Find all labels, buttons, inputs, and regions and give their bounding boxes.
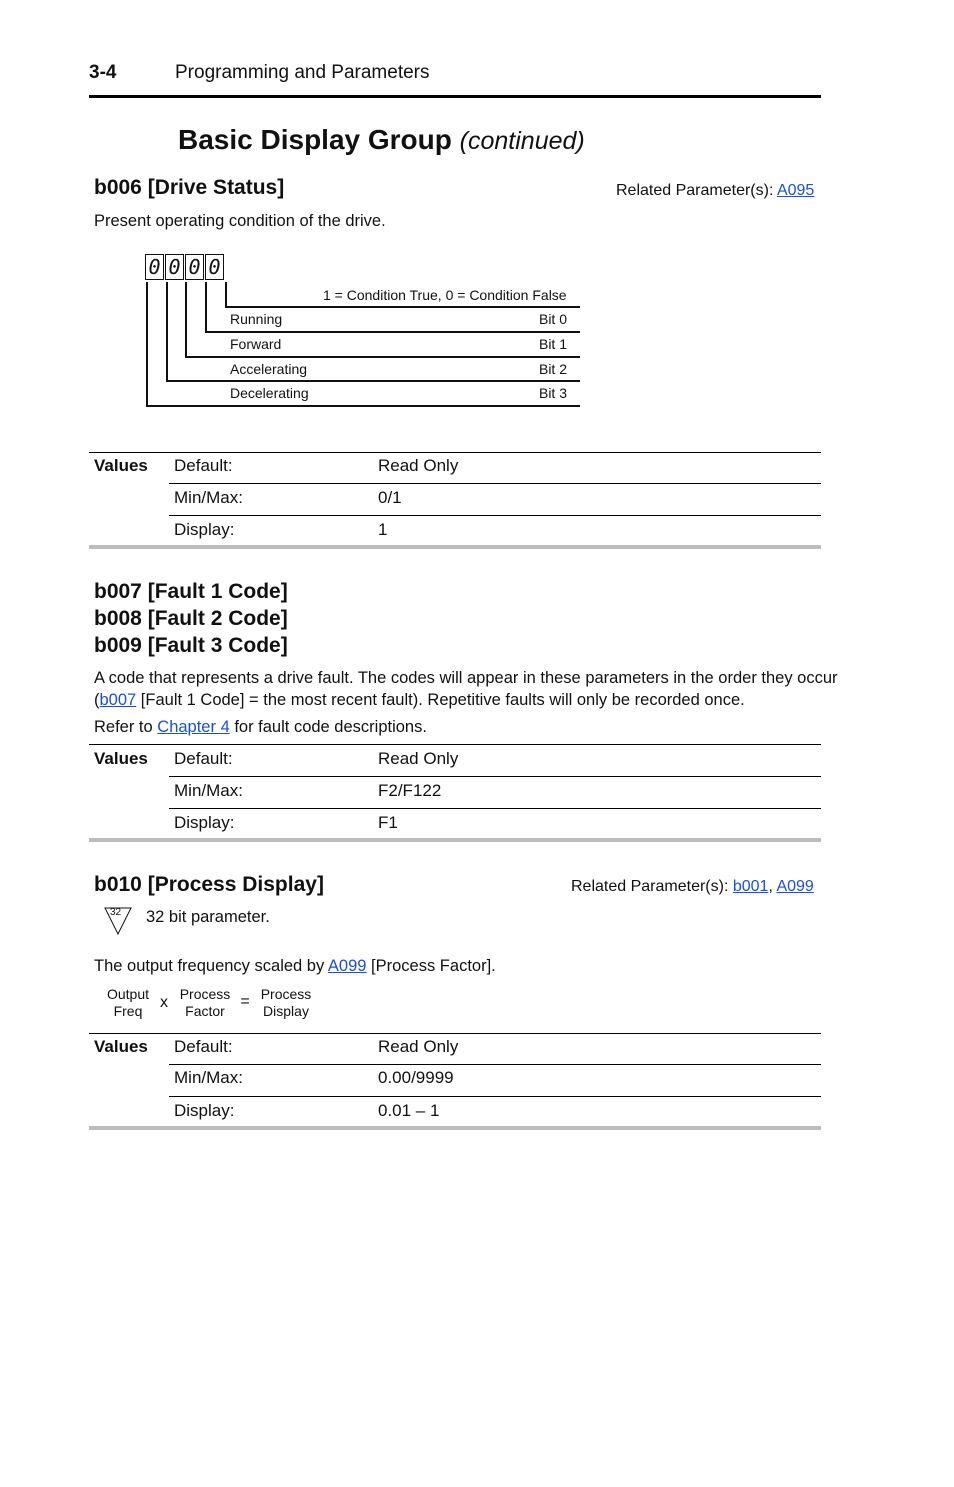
- formula-output-freq: [104, 986, 152, 1020]
- field-minmax-value: 0/1: [378, 488, 402, 507]
- values-label: Values: [94, 456, 148, 475]
- field-display-value: 0.01 – 1: [378, 1101, 440, 1120]
- 32bit-icon-text: 32: [110, 907, 122, 918]
- values-label: Values: [94, 749, 148, 768]
- b010-description: [94, 957, 496, 976]
- formula-process-2: Process: [260, 986, 312, 1002]
- field-display-label: Display:: [174, 813, 235, 832]
- bit-label-accelerating: Accelerating: [230, 361, 308, 377]
- field-display-label: Display:: [174, 520, 235, 539]
- table-bottom-rule: [89, 545, 821, 549]
- bit0-rule: [205, 331, 580, 333]
- b007-desc-line3: [94, 718, 427, 737]
- desc-post: [Process Factor].: [366, 957, 496, 975]
- bit-legend: 1 = Condition True, 0 = Condition False: [323, 287, 567, 303]
- link-a099-desc[interactable]: A099: [327, 957, 367, 975]
- row-rule: [169, 515, 821, 516]
- related-label: Related Parameter(s):: [571, 878, 733, 895]
- b007-values-table: [89, 744, 821, 844]
- link-a099[interactable]: A099: [776, 878, 814, 895]
- field-minmax-label: Min/Max:: [174, 781, 243, 800]
- field-display-value: F1: [378, 813, 398, 832]
- table-bottom-rule: [89, 1126, 821, 1130]
- formula-freq: Freq: [113, 1003, 143, 1019]
- bit-diagram: [0, 0, 954, 420]
- field-default-value: Read Only: [378, 1037, 459, 1056]
- field-default-value: Read Only: [378, 749, 459, 768]
- link-b007[interactable]: b007: [99, 691, 137, 709]
- bit-number-0: Bit 0: [538, 311, 567, 327]
- desc-pre: The output frequency scaled by: [94, 957, 328, 975]
- bit2-rule: [166, 380, 580, 382]
- bit-label-decelerating: Decelerating: [230, 385, 309, 401]
- desc-line2-rest: [Fault 1 Code] = the most recent fault). Repetitive faults will only be recorded once.: [136, 691, 745, 709]
- display-digit-3: 0: [145, 254, 164, 280]
- formula-factor: Factor: [185, 1003, 225, 1019]
- b006-values-table: [89, 452, 821, 552]
- formula-equals: =: [240, 993, 250, 1010]
- bit-number-1: Bit 1: [538, 336, 567, 352]
- link-a095[interactable]: A095: [776, 182, 815, 199]
- desc-line3-post: for fault code descriptions.: [229, 718, 427, 736]
- formula-process-factor: [176, 986, 234, 1020]
- leader-bit0: [225, 282, 227, 307]
- field-display-label: Display:: [174, 1101, 235, 1120]
- field-minmax-value: 0.00/9999: [378, 1068, 454, 1087]
- 32bit-caption: 32 bit parameter.: [146, 908, 270, 926]
- formula-multiply: x: [160, 994, 168, 1011]
- formula-process: Process: [179, 986, 231, 1002]
- row-rule: [169, 1096, 821, 1097]
- display-digit-1: 0: [185, 254, 204, 280]
- b007-desc-line2: [94, 691, 745, 710]
- b009-title: b009 [Fault 3 Code]: [94, 634, 288, 657]
- table-top-rule: [89, 1033, 821, 1034]
- related-label: Related Parameter(s):: [616, 182, 777, 199]
- field-default-label: Default:: [174, 749, 233, 768]
- row-rule: [169, 483, 821, 484]
- field-default-value: Read Only: [378, 456, 459, 475]
- related-sep: ,: [768, 878, 777, 895]
- row-rule: [169, 776, 821, 777]
- field-minmax-value: F2/F122: [378, 781, 442, 800]
- b007-desc-line1: A code that represents a drive fault. The codes will appear in these parameters in the order they occur: [94, 669, 838, 687]
- formula-display: Display: [263, 1003, 309, 1019]
- field-default-label: Default:: [174, 456, 233, 475]
- table-top-rule: [89, 744, 821, 745]
- formula-process-display: [257, 986, 315, 1020]
- b007-title: b007 [Fault 1 Code]: [94, 580, 288, 603]
- display-digit-0: 0: [205, 254, 224, 280]
- values-label: Values: [94, 1037, 148, 1056]
- bit3-rule: [146, 405, 580, 407]
- paren-open: (: [94, 691, 100, 709]
- field-minmax-label: Min/Max:: [174, 488, 243, 507]
- display-digit-2: 0: [165, 254, 184, 280]
- b008-title: b008 [Fault 2 Code]: [94, 607, 288, 630]
- table-bottom-rule: [89, 838, 821, 842]
- bit-label-running: Running: [230, 311, 283, 327]
- b006-description: Present operating condition of the drive.: [94, 212, 386, 230]
- row-rule: [169, 808, 821, 809]
- b010-related: [571, 878, 814, 896]
- legend-rule: [225, 306, 580, 308]
- bit-label-forward: Forward: [230, 336, 282, 352]
- leader-bit3: [166, 282, 168, 381]
- link-b001[interactable]: b001: [732, 878, 769, 895]
- b010-values-table: [89, 1033, 821, 1133]
- bit-number-2: Bit 2: [538, 361, 567, 377]
- page-title-main: Basic Display Group: [178, 124, 452, 155]
- field-default-label: Default:: [174, 1037, 233, 1056]
- table-top-rule: [89, 452, 821, 453]
- field-display-value: 1: [378, 520, 388, 539]
- bit-number-3: Bit 3: [538, 385, 567, 401]
- bit1-rule: [185, 356, 580, 358]
- b010-title: b010 [Process Display]: [94, 873, 324, 896]
- refer-to: Refer to: [94, 718, 158, 736]
- section-title: Programming and Parameters: [175, 62, 430, 83]
- page-title-suffix: (continued): [459, 127, 585, 155]
- page-number: 3-4: [89, 62, 117, 83]
- leader-bit2: [185, 282, 187, 357]
- row-rule: [169, 1064, 821, 1065]
- leader-outer: [146, 282, 148, 406]
- field-minmax-label: Min/Max:: [174, 1068, 243, 1087]
- link-chapter-4[interactable]: Chapter 4: [157, 718, 230, 736]
- leader-bit1: [205, 282, 207, 332]
- b006-title: b006 [Drive Status]: [94, 176, 285, 199]
- 32bit-triangle-icon: [104, 906, 134, 936]
- formula-output: Output: [106, 986, 150, 1002]
